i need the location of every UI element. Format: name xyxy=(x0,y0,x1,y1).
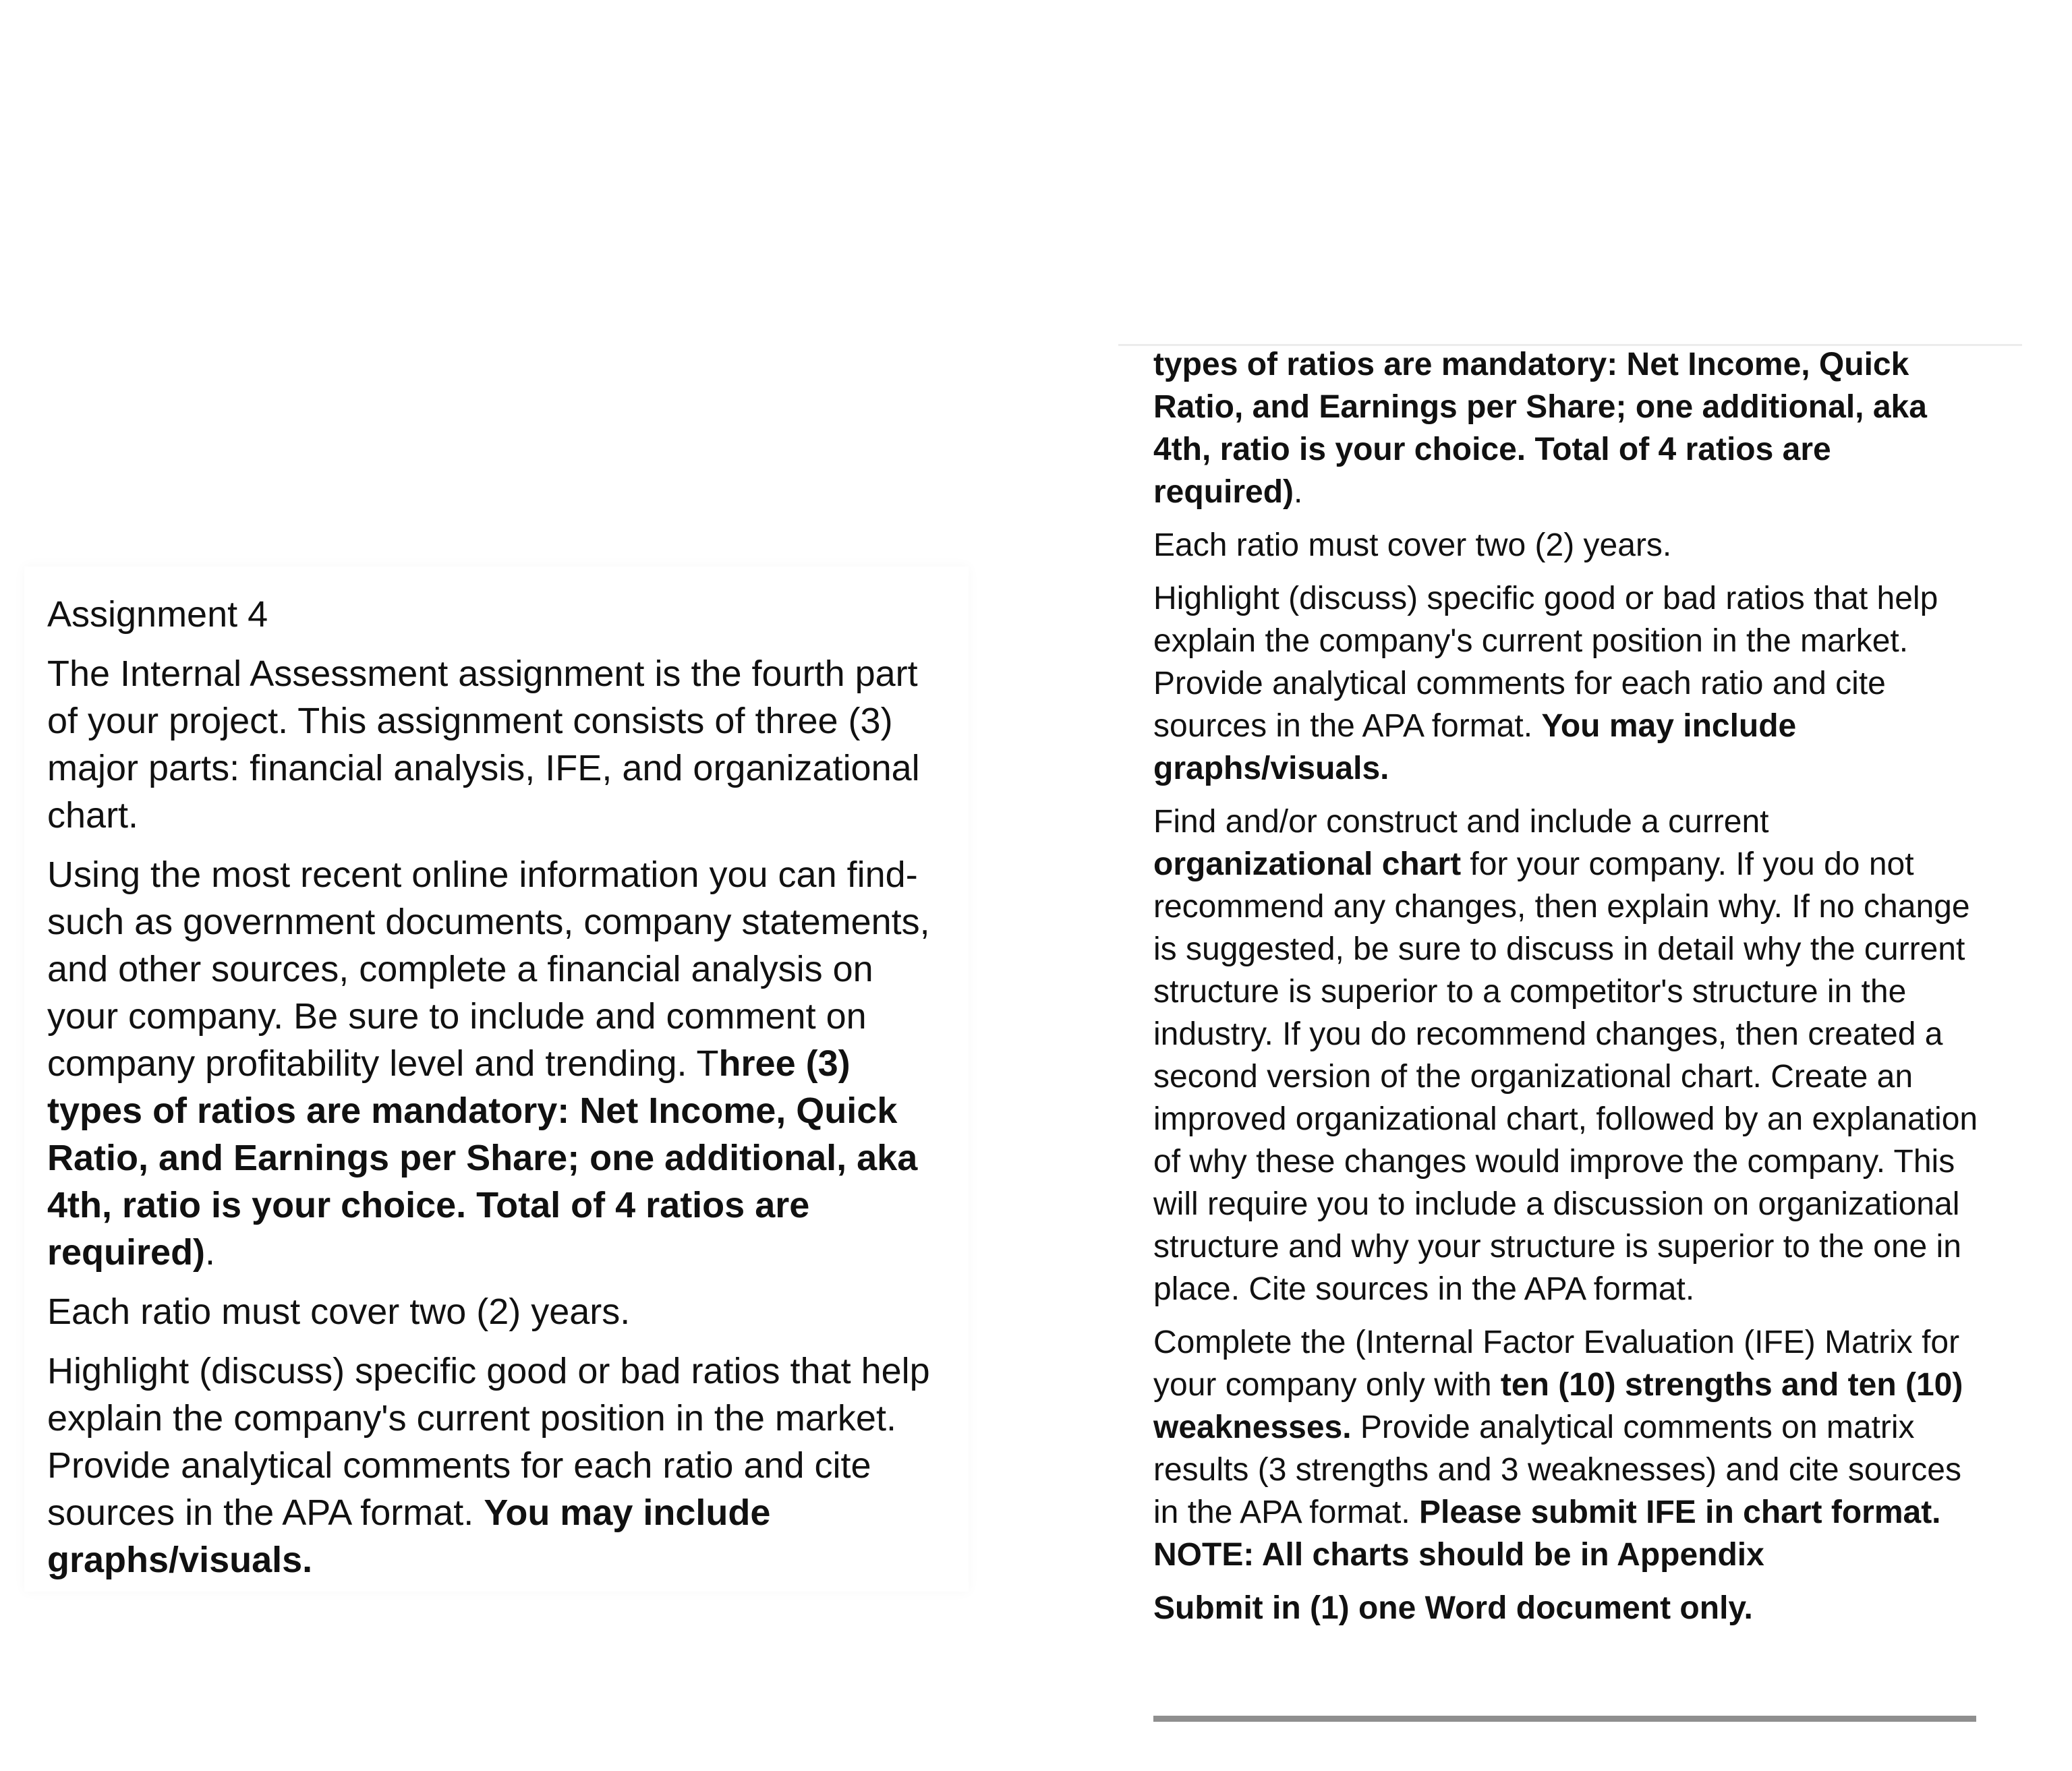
ife-comments-text: Provide analytical comments on matrix results (3 strengths and 3 weaknesses) and cite sources in the APA format. xyxy=(1153,1410,1961,1530)
intro-paragraph: The Internal Assessment assignment is the fourth part of your project. This assignment consists of three (3) major parts: financial analysis, IFE, and organizational chart. xyxy=(47,654,920,836)
org-chart-details-text: for your company. If you do not recommend any changes, then explain why. If no change is suggested, be sure to discuss in detail why the current structure is superior to a competitor's structure in the industry. If you do recommend changes, then created a second version of the organizational chart. Create an improved organizational chart, followed by an explanation of why these changes would improve the company. This will require you to include a discussion on organizational structure and why your structure is superior to the one in place. Cite sources in the APA format. xyxy=(1153,846,1978,1307)
left-page-excerpt xyxy=(24,567,969,1592)
highlight-ratios-paragraph xyxy=(47,1347,946,1584)
graphs-visuals-bold: You may include graphs/visuals. xyxy=(47,1492,771,1580)
ratio-requirement-continued-bold: types of ratios are mandatory: Net Income, Quick Ratio, and Earnings per Share; one additional, aka 4th, ratio is your choice. Total of 4 ratios are required) xyxy=(1153,347,1927,510)
submission-instruction-bold: Submit in (1) one Word document only. xyxy=(1153,1590,1753,1626)
highlight-ratios-text: Highlight (discuss) specific good or bad ratios that help explain the company's current position in the market. Provide analytical comments for each ratio and cite sources in the APA format. xyxy=(47,1351,930,1533)
ratio-years-paragraph: Each ratio must cover two (2) years. xyxy=(47,1291,631,1332)
org-chart-intro-text: Find and/or construct and include a current xyxy=(1153,804,1769,840)
ife-intro-text: Complete the (Internal Factor Evaluation (IFE) Matrix for your company only with xyxy=(1153,1325,1960,1403)
right-page-excerpt xyxy=(1118,344,2022,1733)
financial-analysis-paragraph xyxy=(47,851,946,1276)
bottom-divider xyxy=(1153,1716,1976,1722)
financial-analysis-text: Using the most recent online information you can find- such as government documents, company statements, and other sources, complete a financial analysis on your company. Be sure to include and comment on company profitability level and trending. T xyxy=(47,854,930,1084)
organizational-chart-paragraph xyxy=(1153,801,1987,1310)
highlight-ratios-text-right: Highlight (discuss) specific good or bad ratios that help explain the company's current position in the market. Provide analytical comments for each ratio and cite sources in the APA format. xyxy=(1153,581,1938,744)
ratio-requirement-continued xyxy=(1153,343,1987,513)
strengths-weaknesses-bold: ten (10) strengths and ten (10) weaknesses. xyxy=(1153,1367,1963,1445)
graphs-visuals-bold-right: You may include graphs/visuals. xyxy=(1153,708,1797,786)
ife-matrix-paragraph xyxy=(1153,1321,1987,1576)
submission-instruction xyxy=(1153,1587,1987,1629)
ife-submit-note-bold: Please submit IFE in chart format. NOTE: All charts should be in Appendix xyxy=(1153,1494,1941,1573)
ratio-requirement-bold: hree (3) types of ratios are mandatory: Net Income, Quick Ratio, and Earnings per Share; one additional, aka 4th, ratio is your choice. Total of 4 ratios are required) xyxy=(47,1043,918,1273)
ratio-requirement-period: . xyxy=(205,1232,216,1273)
ratio-years-paragraph-right: Each ratio must cover two (2) years. xyxy=(1153,527,1672,563)
highlight-ratios-paragraph-right xyxy=(1153,577,1987,790)
ratio-requirement-continued-period: . xyxy=(1294,474,1303,510)
assignment-title: Assignment 4 xyxy=(47,594,268,635)
org-chart-bold: organizational chart xyxy=(1153,846,1462,882)
